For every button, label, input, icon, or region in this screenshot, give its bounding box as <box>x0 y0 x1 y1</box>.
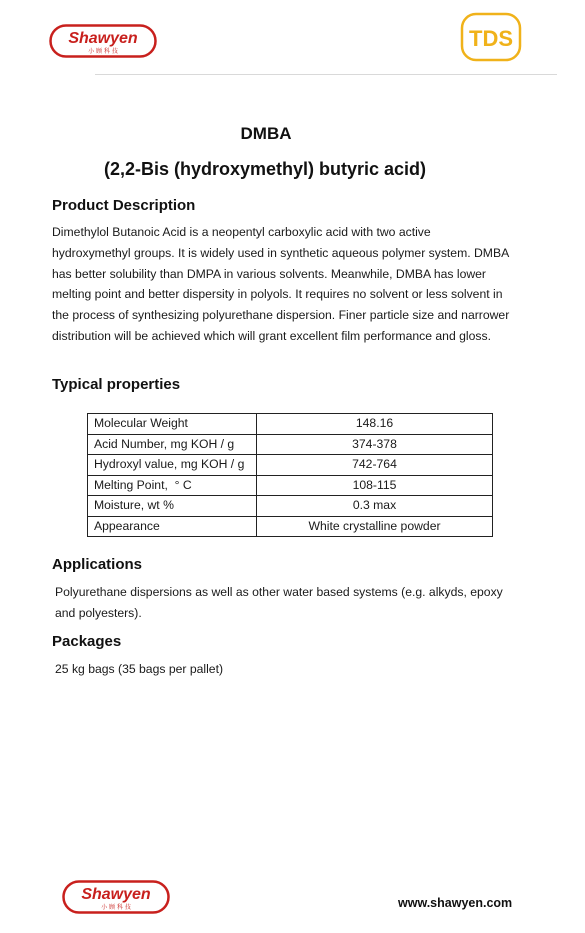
page-subtitle: (2,2-Bis (hydroxymethyl) butyric acid) <box>103 159 427 179</box>
typical-properties-heading: Typical properties <box>52 376 181 393</box>
property-value: 374-378 <box>257 434 493 455</box>
applications-text <box>55 582 525 624</box>
table-row <box>88 516 493 537</box>
header-divider <box>95 74 557 75</box>
description-line: hydroxymethyl groups. It is widely used in synthetic aqueous polymer system. DMBA <box>52 245 510 260</box>
table-row <box>88 434 493 455</box>
brand-logo-tagline: 小 顾 科 技 <box>88 48 118 55</box>
tds-badge <box>460 12 522 62</box>
tds-badge-text: TDS <box>469 26 513 51</box>
description-line: has better solubility than DMPA in various solvents. Meanwhile, DMBA has lower <box>52 266 486 281</box>
footer-brand-logo <box>62 880 170 914</box>
footer-brand-logo-name: Shawyen <box>81 886 151 903</box>
table-row <box>88 496 493 517</box>
description-line: melting point and better dispersity in polyols. It requires no solvent or less solvent in <box>52 287 503 302</box>
table-row <box>88 414 493 435</box>
property-label: Molecular Weight <box>88 414 257 435</box>
property-label: Hydroxyl value, mg KOH / g <box>88 455 257 476</box>
description-line: distribution will be achieved which will grant excellent film performance and gloss. <box>52 328 491 343</box>
table-row <box>88 475 493 496</box>
applications-line: and polyesters). <box>55 605 142 620</box>
description-line: the process of synthesizing polyurethane dispersion. Finer particle size and narrower <box>52 308 510 323</box>
property-value: 742-764 <box>257 455 493 476</box>
applications-heading: Applications <box>52 556 143 573</box>
property-value: 0.3 max <box>257 496 493 517</box>
packages-heading: Packages <box>52 633 122 650</box>
property-label: Appearance <box>88 516 257 537</box>
brand-logo-name: Shawyen <box>68 30 138 47</box>
applications-line: Polyurethane dispersions as well as other water based systems (e.g. alkyds, epoxy <box>55 585 503 599</box>
property-label: Acid Number, mg KOH / g <box>88 434 257 455</box>
property-value: 108-115 <box>257 475 493 496</box>
page-title: DMBA <box>240 124 292 143</box>
properties-table <box>87 413 493 537</box>
table-row <box>88 455 493 476</box>
footer-brand-logo-tagline: 小 顾 科 技 <box>101 904 131 911</box>
property-label: Melting Point, ° C <box>88 475 257 496</box>
brand-logo <box>49 24 157 58</box>
description-line: Dimethylol Butanoic Acid is a neopentyl carboxylic acid with two active <box>52 225 431 239</box>
property-label: Moisture, wt % <box>88 496 257 517</box>
property-value: White crystalline powder <box>257 516 493 537</box>
packages-text: 25 kg bags (35 bags per pallet) <box>55 662 224 676</box>
product-description-text <box>52 222 532 347</box>
property-value: 148.16 <box>257 414 493 435</box>
footer-website-link[interactable]: www.shawyen.com <box>398 896 513 910</box>
product-description-heading: Product Description <box>52 197 196 214</box>
